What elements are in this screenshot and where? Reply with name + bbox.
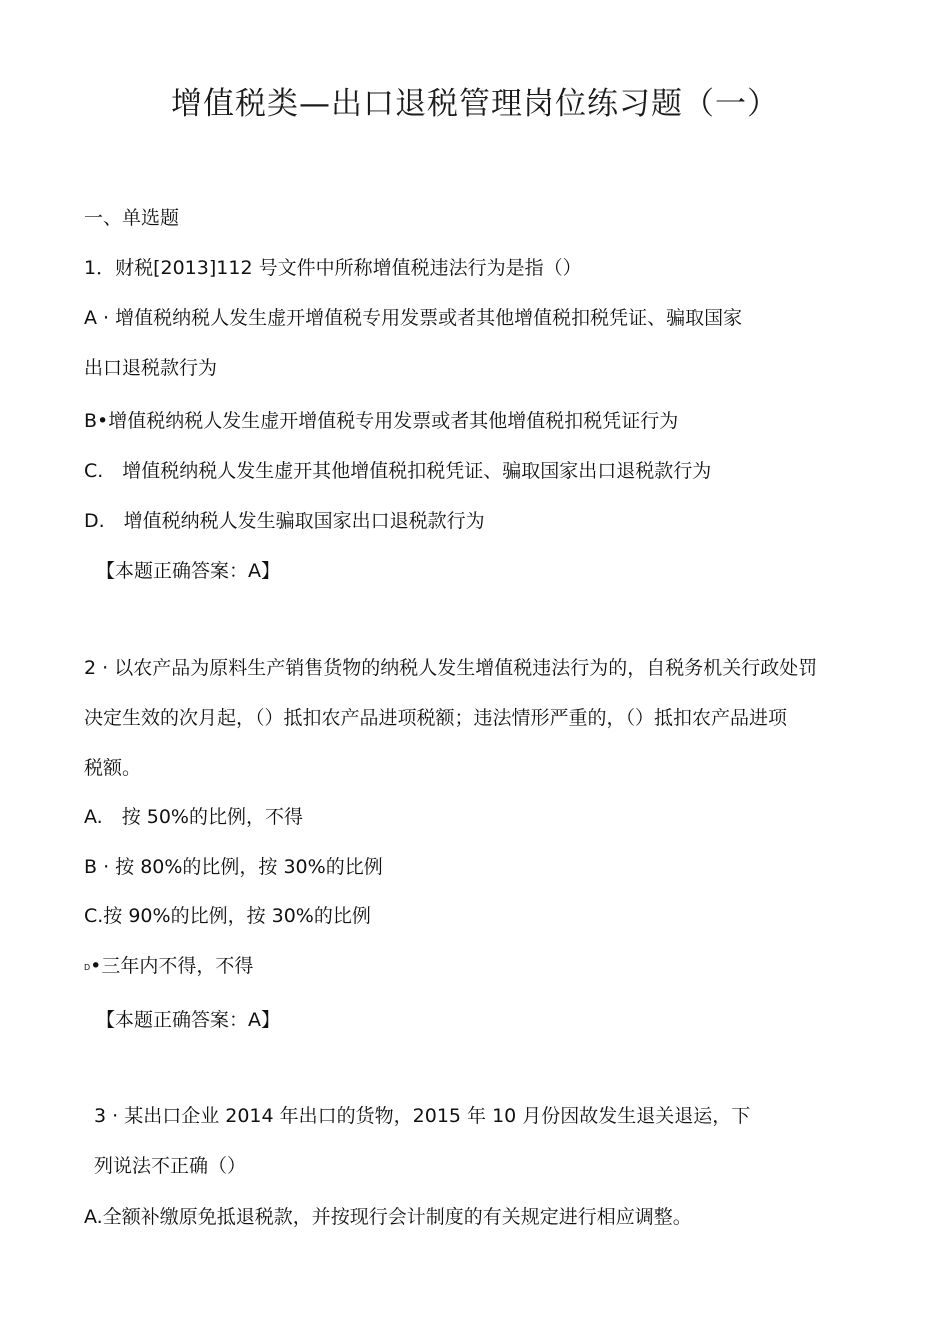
- section-heading: 一、单选题: [84, 207, 180, 229]
- question-2-answer: 【本题正确答案：A】: [96, 1009, 280, 1031]
- question-2-option-d: [84, 954, 253, 978]
- question-1-option-c: C. 增值税纳税人发生虚开其他增值税扣税凭证、骗取国家出口退税款行为: [84, 460, 712, 482]
- question-2-option-b: B · 按 80%的比例，按 30%的比例: [84, 856, 383, 878]
- question-1-option-a: A · 增值税纳税人发生虚开增值税专用发票或者其他增值税扣税凭证、骗取国家: [84, 307, 743, 329]
- question-1-option-b: B•增值税纳税人发生虚开增值税专用发票或者其他增值税扣税凭证行为: [84, 410, 679, 432]
- question-2-option-d-text: •三年内不得，不得: [90, 955, 254, 977]
- question-2-stem-line-3: 税额。: [84, 757, 142, 779]
- question-1-option-a-cont: 出口退税款行为: [84, 357, 218, 379]
- question-2-option-a: A. 按 50%的比例，不得: [84, 806, 303, 828]
- question-3-stem-line-2: 列说法不正确（）: [94, 1155, 247, 1177]
- question-1-stem: 1．财税[2013]112 号文件中所称增值税违法行为是指（）: [84, 257, 582, 279]
- question-2-stem-line-1: 2 · 以农产品为原料生产销售货物的纳税人发生增值税违法行为的，自税务机关行政处罚: [84, 657, 818, 679]
- question-1-option-d: D. 增值税纳税人发生骗取国家出口退税款行为: [84, 510, 485, 532]
- document-title: 增值税类—出口退税管理岗位练习题（一）: [171, 86, 779, 122]
- question-1-answer: 【本题正确答案：A】: [96, 560, 280, 582]
- question-2-option-c: C.按 90%的比例，按 30%的比例: [84, 905, 371, 927]
- question-2-stem-line-2: 决定生效的次月起，（）抵扣农产品进项税额；违法情形严重的，（）抵扣农产品进项: [84, 707, 788, 729]
- question-3-option-a: A.全额补缴原免抵退税款，并按现行会计制度的有关规定进行相应调整。: [84, 1206, 692, 1228]
- option-d-marker: D: [84, 963, 91, 972]
- question-3-stem-line-1: 3 · 某出口企业 2014 年出口的货物，2015 年 10 月份因故发生退关退运，下: [94, 1105, 751, 1127]
